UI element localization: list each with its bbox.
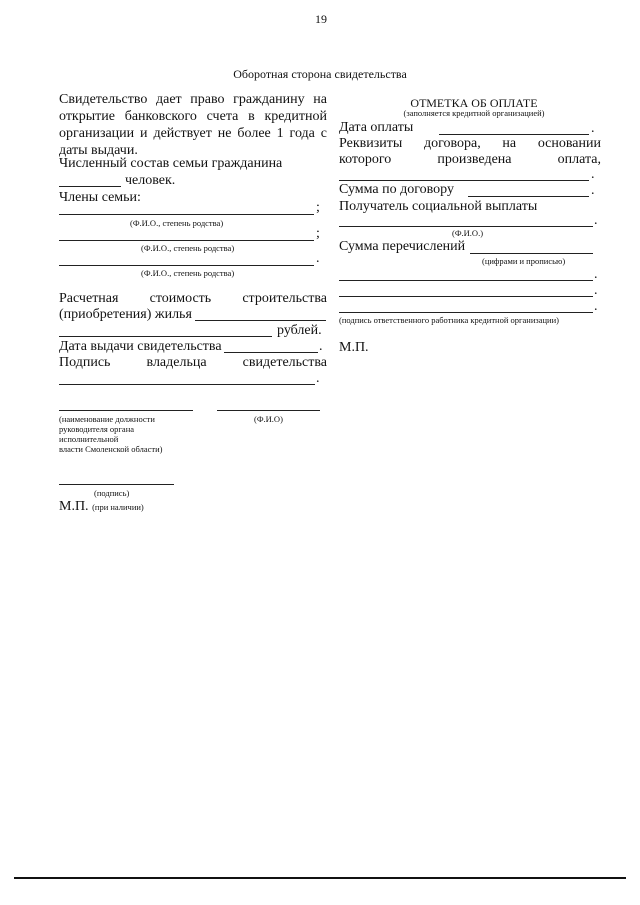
member-caption: (Ф.И.О., степень родства) — [130, 218, 224, 228]
bottom-rule — [14, 877, 626, 879]
transfer-sum-label: Сумма перечислений — [339, 239, 466, 254]
officer-signature-field[interactable] — [339, 312, 593, 313]
payment-date-field[interactable] — [439, 134, 589, 135]
page-number: 19 — [315, 12, 327, 26]
certificate-text-line: открытие банковского счета в кредитной — [59, 109, 327, 124]
family-member-field-3[interactable] — [59, 265, 314, 266]
contract-sum-label: Сумма по договору — [339, 182, 454, 197]
issue-date-end: . — [319, 339, 323, 354]
officer-signature-caption: (подпись ответственного работника кредитной организации) — [339, 315, 559, 325]
payment-title: ОТМЕТКА ОБ ОПЛАТЕ — [410, 96, 538, 110]
official-signature-caption: (подпись) — [94, 488, 130, 498]
family-count-label: Численный состав семьи гражданина — [59, 156, 283, 171]
transfer-sum-field[interactable] — [470, 253, 593, 254]
stamp-suffix: (при наличии) — [92, 502, 144, 512]
line-end-mark: . — [594, 299, 598, 314]
payment-date-label: Дата оплаты — [339, 120, 414, 135]
transfer-sum-field-2[interactable] — [339, 280, 593, 281]
family-member-field-2[interactable] — [59, 240, 314, 241]
family-members-label: Члены семьи: — [59, 190, 141, 205]
family-member-field-1[interactable] — [59, 214, 314, 215]
family-count-field[interactable] — [59, 186, 121, 187]
certificate-text-line: организации и действует не более 1 года с — [59, 126, 327, 141]
official-fio-field[interactable] — [217, 410, 320, 411]
estimated-cost-label: Расчетная стоимость строительства — [59, 291, 327, 306]
member-caption: (Ф.И.О., степень родства) — [141, 243, 235, 253]
recipient-fio-caption: (Ф.И.О.) — [452, 228, 484, 238]
contract-details-label-2: которого произведена оплата, — [339, 152, 601, 167]
persons-word: человек. — [125, 173, 176, 188]
certificate-text-line: даты выдачи. — [59, 143, 138, 158]
official-signature-field[interactable] — [59, 484, 174, 485]
owner-signature-label: Подпись владельца свидетельства — [59, 355, 327, 370]
member-end-mark: ; — [316, 200, 320, 215]
line-end-mark: . — [594, 267, 598, 282]
line-end-mark: . — [594, 283, 598, 298]
contract-details-label: Реквизиты договора, на основании — [339, 136, 601, 151]
member-end-mark: . — [316, 251, 320, 266]
official-fio-caption: (Ф.И.О) — [254, 414, 283, 424]
payment-stamp-label: М.П. — [339, 340, 369, 355]
issue-date-label: Дата выдачи свидетельства — [59, 339, 222, 354]
payment-subtitle: (заполняется кредитной организацией) — [403, 108, 545, 118]
member-end-mark: ; — [316, 226, 320, 241]
recipient-field[interactable] — [339, 226, 593, 227]
estimated-cost-field[interactable] — [195, 320, 326, 321]
issue-date-field[interactable] — [224, 352, 318, 353]
position-field[interactable] — [59, 410, 193, 411]
owner-signature-end: . — [316, 371, 320, 386]
contract-details-end: . — [591, 167, 595, 182]
contract-sum-end: . — [591, 183, 595, 198]
owner-signature-field[interactable] — [59, 384, 315, 385]
transfer-sum-caption: (цифрами и прописью) — [482, 256, 566, 266]
certificate-text-line: Свидетельство дает право гражданину на — [59, 92, 327, 107]
rubles-word: рублей. — [277, 323, 322, 338]
page-heading: Оборотная сторона свидетельства — [233, 67, 407, 81]
recipient-label: Получатель социальной выплаты — [339, 199, 538, 214]
payment-date-end: . — [591, 121, 595, 136]
estimated-cost-field-2[interactable] — [59, 336, 272, 337]
stamp-prefix: М.П. — [59, 499, 89, 514]
contract-details-field[interactable] — [339, 180, 589, 181]
member-caption: (Ф.И.О., степень родства) — [141, 268, 235, 278]
stamp-label — [59, 499, 144, 515]
transfer-sum-field-3[interactable] — [339, 296, 593, 297]
estimated-cost-label-2: (приобретения) жилья — [59, 307, 192, 322]
recipient-end: . — [594, 213, 598, 228]
position-caption: (наименование должности руководителя органа исполнительной власти Смоленской области) — [59, 414, 163, 454]
contract-sum-field[interactable] — [468, 196, 589, 197]
